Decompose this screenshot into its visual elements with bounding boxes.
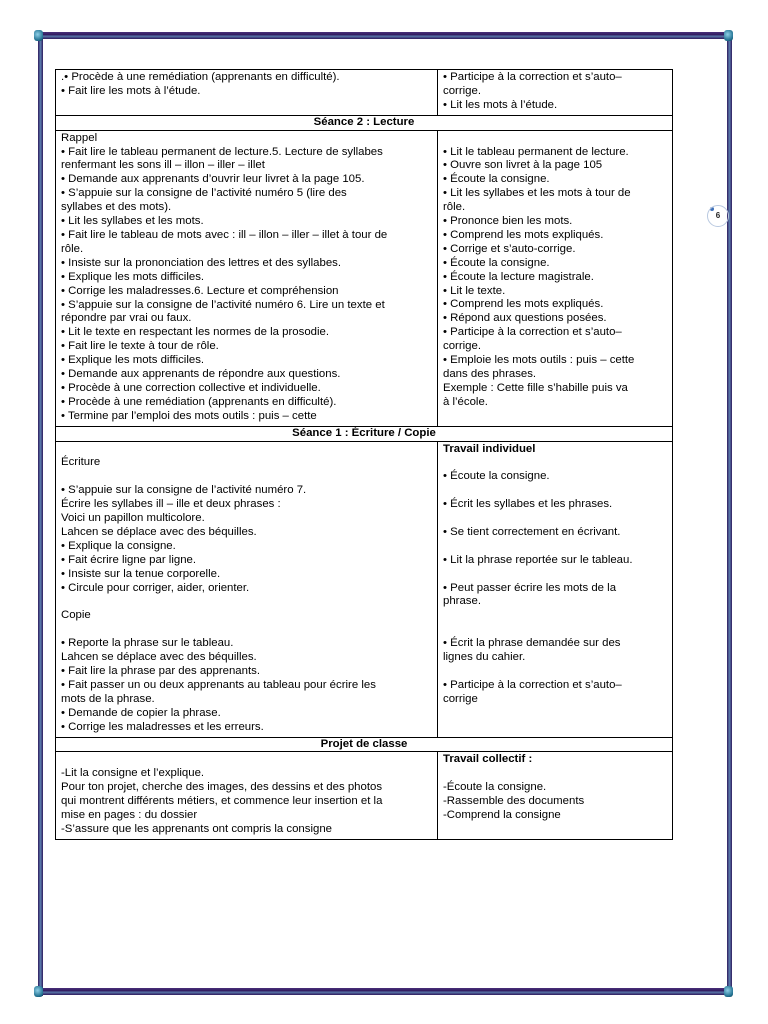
teacher-activities-cell bbox=[56, 130, 438, 426]
text-line: • Fait écrire ligne par ligne. bbox=[61, 553, 197, 566]
text-line: • Fait lire la phrase par des apprenants. bbox=[61, 665, 261, 677]
table-row bbox=[56, 441, 673, 737]
corner-ornament-bottom-right bbox=[724, 986, 733, 997]
text-line: • Circule pour corriger, aider, orienter. bbox=[61, 581, 250, 594]
text-line: • Participe à la correction et s’auto– bbox=[443, 326, 622, 339]
page-border-right bbox=[727, 32, 732, 996]
work-mode-title: Travail collectif : bbox=[443, 753, 533, 766]
text-line bbox=[443, 456, 668, 470]
text-line: • Demande aux apprenants d’ouvrir leur livret à la page 105. bbox=[61, 173, 365, 186]
text-line: • Explique la consigne. bbox=[61, 539, 176, 552]
text-line bbox=[443, 568, 668, 582]
text-line: mise en pages : du dossier bbox=[61, 809, 198, 822]
text-line: • Demande de copier la phrase. bbox=[61, 706, 221, 719]
text-line: rôle. bbox=[61, 242, 84, 255]
page-border-left bbox=[38, 32, 43, 996]
text-line: mots de la phrase. bbox=[61, 692, 155, 705]
text-line: • Lit le texte en respectant les normes de la prosodie. bbox=[61, 326, 330, 339]
text-line: • Écoute la consigne. bbox=[443, 173, 550, 186]
text-line: • Participe à la correction et s’auto– bbox=[443, 678, 622, 691]
section-header-row bbox=[56, 426, 673, 441]
text-line: corrige. bbox=[443, 340, 481, 353]
text-line: • Insiste sur la prononciation des lettres et des syllabes. bbox=[61, 256, 342, 269]
text-line: • Écoute la consigne. bbox=[443, 470, 550, 483]
text-line: qui montrent différents métiers, et commence leur insertion et la bbox=[61, 795, 383, 808]
text-line: -S’assure que les apprenants ont compris la consigne bbox=[61, 822, 332, 835]
corner-ornament-bottom-left bbox=[34, 986, 43, 997]
text-line: • Lit la phrase reportée sur le tableau. bbox=[443, 553, 633, 566]
text-line bbox=[443, 132, 668, 146]
text-line: • Écoute la lecture magistrale. bbox=[443, 270, 594, 283]
text-line: Lahcen se déplace avec des béquilles. bbox=[61, 651, 257, 664]
teacher-activities-cell bbox=[56, 752, 438, 839]
text-line: • Lit les mots à l’étude. bbox=[443, 98, 558, 111]
text-line: • Corrige les maladresses.6. Lecture et compréhension bbox=[61, 284, 339, 297]
text-line: • Reporte la phrase sur le tableau. bbox=[61, 637, 234, 650]
text-line: .• Procède à une remédiation (apprenants en difficulté). bbox=[61, 71, 340, 83]
text-line: • Procède à une remédiation (apprenants en difficulté). bbox=[61, 395, 337, 408]
text-line bbox=[443, 623, 668, 637]
learner-activities-cell bbox=[438, 130, 673, 426]
text-line: Exemple : Cette fille s’habille puis va bbox=[443, 381, 628, 394]
text-line: • Écrit la phrase demandée sur des bbox=[443, 637, 621, 650]
text-line bbox=[61, 596, 433, 610]
text-line bbox=[443, 609, 668, 623]
section-title: Séance 1 : Écriture / Copie bbox=[56, 426, 673, 441]
text-line: lignes du cahier. bbox=[443, 651, 526, 664]
text-line: corrige bbox=[443, 692, 478, 705]
text-line: • Demande aux apprenants de répondre aux questions. bbox=[61, 368, 341, 381]
text-line: Écriture bbox=[61, 456, 101, 469]
text-line bbox=[443, 484, 668, 498]
text-line: • Participe à la correction et s’auto– bbox=[443, 71, 622, 83]
text-line: • S’appuie sur la consigne de l’activité numéro 5 (lire des bbox=[61, 187, 347, 200]
text-line bbox=[443, 665, 668, 679]
text-line: • Emploie les mots outils : puis – cette bbox=[443, 354, 635, 367]
page-border-top bbox=[38, 32, 732, 39]
text-line: Voici un papillon multicolore. bbox=[61, 512, 205, 525]
text-line: répondre par vrai ou faux. bbox=[61, 312, 192, 325]
page-number: 6 bbox=[707, 205, 729, 227]
text-line: • S’appuie sur la consigne de l’activité numéro 7. bbox=[61, 484, 307, 497]
text-line: • Explique les mots difficiles. bbox=[61, 270, 205, 283]
text-line: syllabes et des mots). bbox=[61, 201, 172, 214]
text-line: • Fait lire le texte à tour de rôle. bbox=[61, 340, 219, 353]
text-line: • Corrige les maladresses et les erreurs. bbox=[61, 720, 264, 733]
text-line: • Explique les mots difficiles. bbox=[61, 354, 205, 367]
text-line: -Comprend la consigne bbox=[443, 809, 561, 822]
section-title: Séance 2 : Lecture bbox=[56, 115, 673, 130]
text-line: • Corrige et s’auto-corrige. bbox=[443, 242, 576, 255]
teacher-activities-cell bbox=[56, 70, 438, 116]
text-line: • S’appuie sur la consigne de l’activité numéro 6. Lire un texte et bbox=[61, 298, 385, 311]
text-line: -Lit la consigne et l’explique. bbox=[61, 767, 205, 780]
text-line: • Écrit les syllabes et les phrases. bbox=[443, 498, 613, 511]
text-line: • Lit le texte. bbox=[443, 284, 506, 297]
text-line: rôle. bbox=[443, 201, 466, 214]
text-line: -Rassemble des documents bbox=[443, 795, 585, 808]
text-line bbox=[61, 470, 433, 484]
text-line: phrase. bbox=[443, 595, 481, 608]
text-line: • Comprend les mots expliqués. bbox=[443, 228, 604, 241]
teacher-activities-cell bbox=[56, 441, 438, 737]
section-header-row bbox=[56, 737, 673, 752]
text-line: -Écoute la consigne. bbox=[443, 781, 547, 794]
learner-activities-cell bbox=[438, 70, 673, 116]
text-line: Rappel bbox=[61, 131, 98, 144]
corner-ornament-top-left bbox=[34, 30, 43, 41]
section-title: Projet de classe bbox=[56, 737, 673, 752]
text-line: • Comprend les mots expliqués. bbox=[443, 298, 604, 311]
text-line: dans des phrases. bbox=[443, 368, 537, 381]
text-line: • Se tient correctement en écrivant. bbox=[443, 525, 621, 538]
lesson-plan-body bbox=[56, 70, 673, 840]
text-line: corrige. bbox=[443, 84, 481, 97]
text-line: renfermant les sons ill – illon – iller – illet bbox=[61, 159, 265, 172]
text-line: • Fait lire le tableau permanent de lecture.5. Lecture de syllabes bbox=[61, 145, 383, 158]
work-mode-title: Travail individuel bbox=[443, 442, 536, 455]
text-line: • Lit le tableau permanent de lecture. bbox=[443, 145, 629, 158]
lesson-plan-table bbox=[55, 69, 673, 840]
page-border-bottom bbox=[38, 988, 732, 995]
text-line: • Écoute la consigne. bbox=[443, 256, 550, 269]
text-line: • Lit les syllabes et les mots. bbox=[61, 215, 204, 228]
text-line: Pour ton projet, cherche des images, des dessins et des photos bbox=[61, 781, 383, 794]
learner-activities-cell bbox=[438, 441, 673, 737]
text-line bbox=[61, 623, 433, 637]
table-row bbox=[56, 752, 673, 839]
section-header-row bbox=[56, 115, 673, 130]
text-line: • Prononce bien les mots. bbox=[443, 215, 573, 228]
text-line: • Procède à une correction collective et individuelle. bbox=[61, 381, 321, 394]
table-row bbox=[56, 70, 673, 116]
text-line: • Termine par l’emploi des mots outils : puis – cette bbox=[61, 409, 317, 422]
text-line: • Insiste sur la tenue corporelle. bbox=[61, 567, 221, 580]
text-line bbox=[443, 512, 668, 526]
text-line: • Fait lire le tableau de mots avec : ill – illon – iller – illet à tour de bbox=[61, 228, 388, 241]
table-row bbox=[56, 130, 673, 426]
text-line: Copie bbox=[61, 609, 91, 622]
text-line bbox=[61, 443, 433, 457]
text-line: • Répond aux questions posées. bbox=[443, 312, 607, 325]
text-line: • Fait passer un ou deux apprenants au tableau pour écrire les bbox=[61, 678, 376, 691]
text-line bbox=[443, 540, 668, 554]
text-line: Écrire les syllabes ill – ille et deux phrases : bbox=[61, 498, 281, 511]
text-line bbox=[443, 767, 668, 781]
text-line: • Ouvre son livret à la page 105 bbox=[443, 159, 603, 172]
text-line: à l’école. bbox=[443, 395, 488, 408]
learner-activities-cell bbox=[438, 752, 673, 839]
text-line: • Fait lire les mots à l’étude. bbox=[61, 84, 201, 97]
text-line: • Lit les syllabes et les mots à tour de bbox=[443, 187, 631, 200]
text-line: • Peut passer écrire les mots de la bbox=[443, 581, 617, 594]
text-line: Lahcen se déplace avec des béquilles. bbox=[61, 525, 257, 538]
corner-ornament-top-right bbox=[724, 30, 733, 41]
text-line bbox=[61, 753, 433, 767]
